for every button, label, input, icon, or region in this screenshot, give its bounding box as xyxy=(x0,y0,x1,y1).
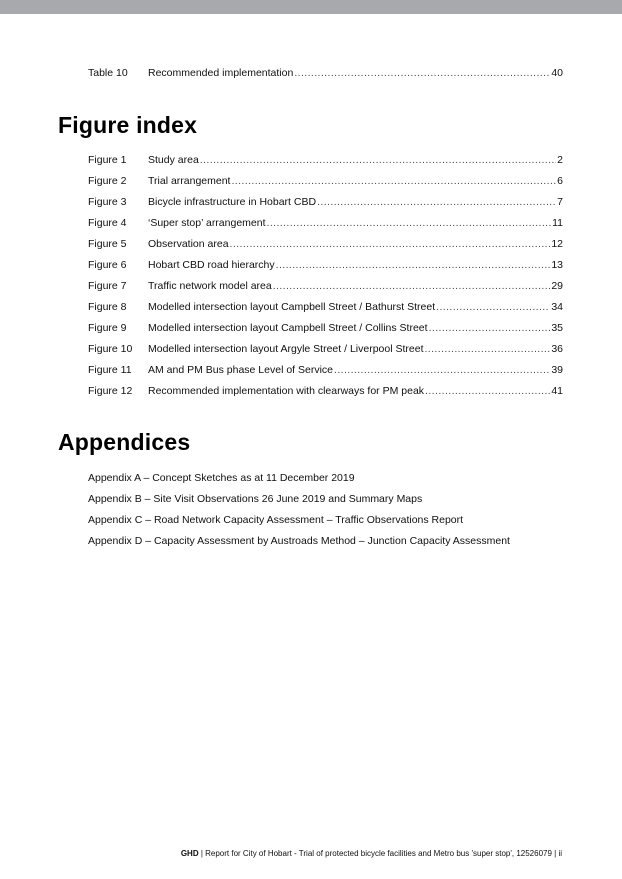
figure-entry[interactable] xyxy=(88,320,563,336)
dot-leader xyxy=(425,383,550,399)
entry-page: 11 xyxy=(552,217,563,229)
appendices-heading: Appendices xyxy=(58,429,191,455)
dot-leader xyxy=(267,215,552,231)
dot-leader xyxy=(230,236,551,252)
entry-page: 13 xyxy=(551,259,563,271)
dot-leader xyxy=(424,341,550,357)
entry-page: 6 xyxy=(557,175,563,187)
appendix-item[interactable]: Appendix B – Site Visit Observations 26 June 2019 and Summary Maps xyxy=(88,493,423,505)
dot-leader xyxy=(436,299,550,315)
entry-page: 34 xyxy=(551,301,563,313)
entry-title: ‘Super stop’ arrangement xyxy=(148,217,266,229)
figure-entry[interactable] xyxy=(88,152,563,168)
entry-title: Recommended implementation with clearways for PM peak xyxy=(148,385,425,397)
entry-page: 36 xyxy=(551,343,563,355)
figure-entry[interactable] xyxy=(88,341,563,357)
entry-page: 39 xyxy=(551,364,563,376)
page-header-bar xyxy=(0,0,622,14)
entry-page: 2 xyxy=(557,154,563,166)
figure-entry[interactable] xyxy=(88,278,563,294)
entry-label: Figure 3 xyxy=(88,196,127,208)
appendix-item[interactable]: Appendix A – Concept Sketches as at 11 December 2019 xyxy=(88,472,355,484)
dot-leader xyxy=(429,320,551,336)
entry-label: Figure 9 xyxy=(88,322,127,334)
entry-page: 7 xyxy=(557,196,563,208)
entry-title: Recommended implementation xyxy=(148,67,294,79)
entry-page: 40 xyxy=(551,67,563,79)
entry-page: 35 xyxy=(551,322,563,334)
figure-entry[interactable] xyxy=(88,299,563,315)
entry-label: Figure 11 xyxy=(88,364,132,376)
entry-title: Hobart CBD road hierarchy xyxy=(148,259,275,271)
dot-leader xyxy=(273,278,551,294)
entry-label: Figure 12 xyxy=(88,385,133,397)
dot-leader xyxy=(317,194,556,210)
dot-leader xyxy=(294,65,550,81)
entry-label: Figure 4 xyxy=(88,217,127,229)
entry-title: Trial arrangement xyxy=(148,175,231,187)
figure-entry[interactable] xyxy=(88,362,563,378)
page-footer xyxy=(181,848,562,860)
entry-title: Observation area xyxy=(148,238,229,250)
entry-title: Study area xyxy=(148,154,199,166)
entry-title: Traffic network model area xyxy=(148,280,272,292)
entry-title: Bicycle infrastructure in Hobart CBD xyxy=(148,196,317,208)
figure-entry[interactable] xyxy=(88,236,563,252)
entry-label: Figure 10 xyxy=(88,343,133,355)
entry-label: Figure 8 xyxy=(88,301,127,313)
figure-entry[interactable] xyxy=(88,215,563,231)
table-entry[interactable] xyxy=(88,65,563,81)
entry-label: Figure 7 xyxy=(88,280,127,292)
entry-page: 12 xyxy=(551,238,563,250)
footer-brand: GHD xyxy=(180,849,199,858)
entry-label: Table 10 xyxy=(88,67,128,79)
dot-leader xyxy=(231,173,556,189)
entry-title: AM and PM Bus phase Level of Service xyxy=(148,364,334,376)
figure-index-heading: Figure index xyxy=(58,112,198,138)
entry-page: 41 xyxy=(551,385,563,397)
dot-leader xyxy=(200,152,556,168)
entry-label: Figure 2 xyxy=(88,175,127,187)
appendix-item[interactable]: Appendix D – Capacity Assessment by Austroads Method – Junction Capacity Assessment xyxy=(88,535,510,547)
footer-text: | Report for City of Hobart - Trial of protected bicycle facilities and Metro bus 'super stop', 12526079 | ii xyxy=(198,849,562,858)
entry-title: Modelled intersection layout Campbell Street / Bathurst Street xyxy=(148,301,436,313)
entry-title: Modelled intersection layout Campbell Street / Collins Street xyxy=(148,322,428,334)
entry-label: Figure 1 xyxy=(88,154,127,166)
dot-leader xyxy=(334,362,550,378)
figure-entry[interactable] xyxy=(88,194,563,210)
entry-title: Modelled intersection layout Argyle Street / Liverpool Street xyxy=(148,343,424,355)
entry-label: Figure 6 xyxy=(88,259,127,271)
figure-entry[interactable] xyxy=(88,173,563,189)
figure-entry[interactable] xyxy=(88,257,563,273)
dot-leader xyxy=(276,257,551,273)
entry-label: Figure 5 xyxy=(88,238,127,250)
figure-entry[interactable] xyxy=(88,383,563,399)
appendix-item[interactable]: Appendix C – Road Network Capacity Assessment – Traffic Observations Report xyxy=(88,514,464,526)
entry-page: 29 xyxy=(551,280,563,292)
